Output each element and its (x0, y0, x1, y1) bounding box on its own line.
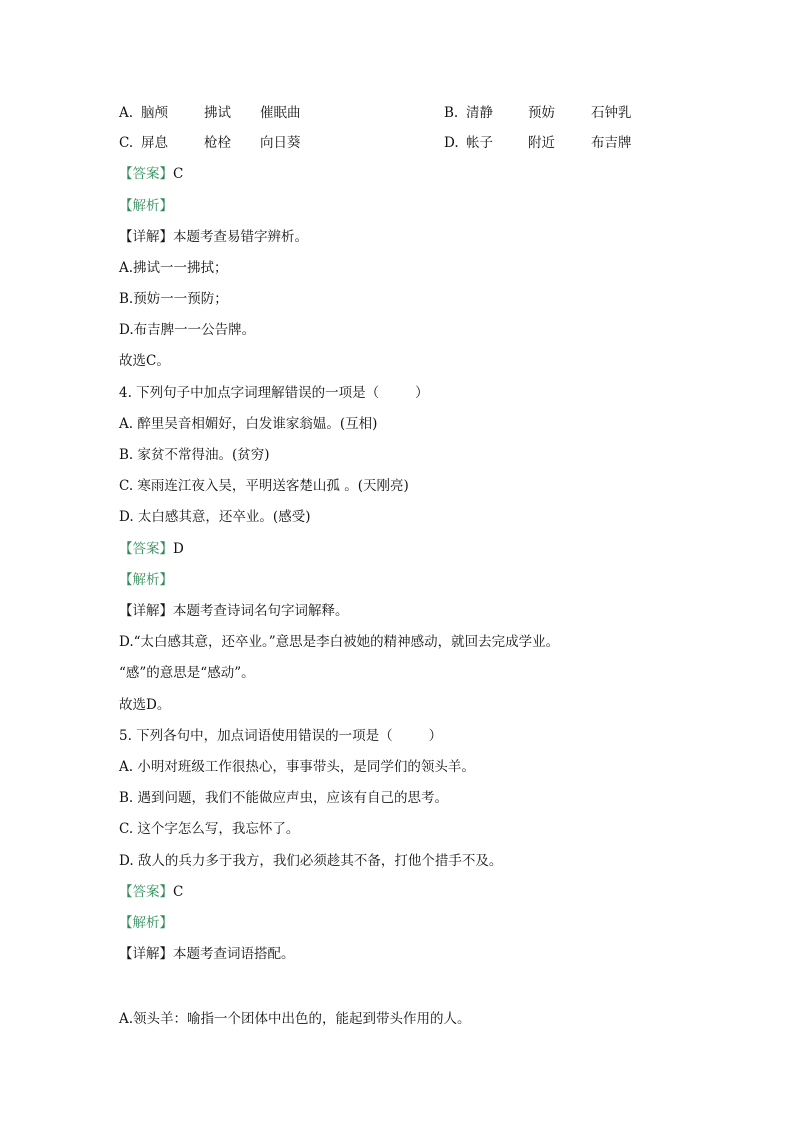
q5-stem-close: ） (428, 728, 443, 744)
answer-tag: 【答案】 (119, 166, 173, 182)
q4-stem-text: 4. 下列句子中加点字词理解错误的一项是（ (119, 385, 380, 401)
q3-option-b-word3: 石钟乳 (591, 105, 632, 121)
q4-detail-text: 本题考查诗词名句字词解释。 (173, 603, 349, 619)
q3-detail-d: D.布吉脾一一公告牌。 (119, 322, 256, 338)
q3-detail-text: 本题考查易错字辨析。 (173, 229, 308, 245)
q3-option-d-word1: 帐子 (466, 135, 493, 151)
q5-stem-text: 5. 下列各句中，加点词语使用错误的一项是（ (119, 728, 393, 744)
detail-tag: 【详解】 (119, 946, 173, 962)
q3-option-a-word1: 脑颅 (141, 105, 168, 121)
q5-option-d: D. 敌人的兵力多于我方，我们必须趁其不备，打他个措手不及。 (119, 853, 503, 869)
q3-answer-value: C (173, 166, 184, 182)
q5-option-a: A. 小明对班级工作很热心，事事带头，是同学们的领头羊。 (119, 759, 475, 775)
q3-conclusion: 故选C。 (119, 353, 170, 369)
q5-answer-value: C (173, 884, 184, 900)
detail-tag: 【详解】 (119, 229, 173, 245)
q3-option-b-word1: 清静 (466, 105, 493, 121)
q4-answer-value: D (173, 541, 184, 557)
q3-option-c-word2: 枪栓 (204, 135, 231, 151)
q3-detail-b: B.预妨一一预防； (119, 291, 228, 307)
q3-option-c-word3: 向日葵 (260, 135, 301, 151)
q3-option-b-letter: B. (444, 105, 459, 121)
q3-option-b-word2: 预妨 (528, 105, 555, 121)
q4-conclusion: 故选D。 (119, 697, 171, 713)
q3-analysis-tag: 【解析】 (119, 198, 173, 214)
q3-option-d-letter: D. (444, 135, 459, 151)
q4-option-d: D. 太白感其意，还卒业。(感受) (119, 509, 311, 525)
q3-option-a-word2: 拂试 (204, 105, 231, 121)
q3-option-a-word3: 催眠曲 (260, 105, 301, 121)
q3-answer-line (119, 165, 183, 183)
q4-option-c: C. 寒雨连江夜入吴，平明送客楚山孤 。(天刚亮) (119, 478, 409, 494)
q5-detail-text: 本题考查词语搭配。 (173, 946, 295, 962)
q4-detail-line (119, 602, 349, 620)
answer-tag: 【答案】 (119, 541, 173, 557)
q4-stem-close: ） (415, 385, 429, 401)
answer-tag: 【答案】 (119, 884, 173, 900)
q5-analysis-tag: 【解析】 (119, 915, 173, 931)
q4-detail-d: D.“太白感其意，还卒业。”意思是李白被她的精神感动，就回去完成学业。 (119, 634, 560, 650)
q5-answer-line (119, 883, 183, 901)
q3-option-d-word3: 布吉牌 (591, 135, 632, 151)
q3-detail-line (119, 228, 308, 246)
q4-option-a: A. 醉里吴音相媚好，白发谁家翁媪。(互相) (119, 416, 378, 432)
q5-detail-a: A.领头羊：喻指一个团体中出色的，能起到带头作用的人。 (119, 1011, 471, 1027)
q4-stem (119, 384, 429, 402)
q3-detail-a: A.拂试一一拂拭； (119, 260, 228, 276)
q4-detail-meaning: “感”的意思是“感动”。 (119, 665, 255, 681)
q4-analysis-tag: 【解析】 (119, 572, 173, 588)
q5-option-b: B. 遇到问题，我们不能做应声虫，应该有自己的思考。 (119, 790, 449, 806)
q4-option-b: B. 家贫不常得油。(贫穷) (119, 447, 270, 463)
q5-stem (119, 727, 442, 745)
detail-tag: 【详解】 (119, 603, 173, 619)
q3-option-c-letter: C. (119, 135, 134, 151)
q3-option-d-word2: 附近 (528, 135, 555, 151)
q4-answer-line (119, 540, 184, 558)
q5-option-c: C. 这个字怎么写，我忘怀了。 (119, 821, 300, 837)
q5-detail-line (119, 945, 295, 963)
q3-option-a-letter: A. (119, 105, 134, 121)
q3-option-c-word1: 屏息 (141, 135, 168, 151)
